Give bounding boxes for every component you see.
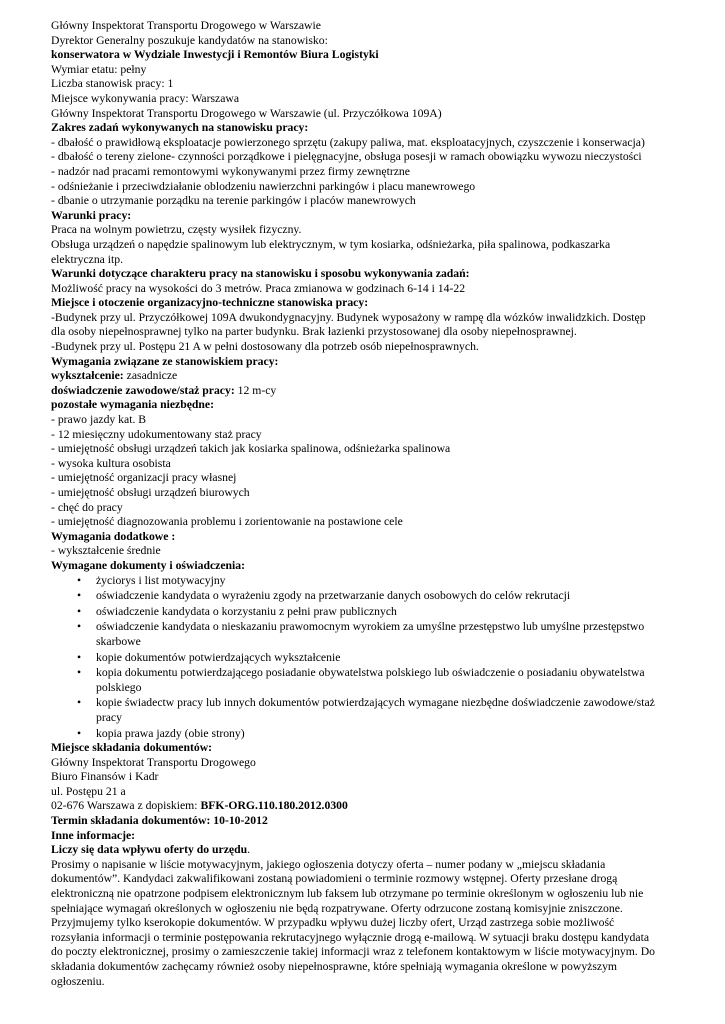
submission-address-line: ul. Postępu 21 a	[51, 784, 126, 798]
documents-list	[51, 574, 691, 742]
duties-list	[51, 136, 691, 209]
job-announcement	[51, 19, 691, 989]
duty-item: - dbałość o prawidłową eksploatacje powierzonego sprzętu (zakupy paliwa, mat. eksploatacyjnych, czyszczenie i konserwacja)	[51, 135, 645, 149]
document-text: skarbowe	[96, 634, 141, 648]
other-info-heading: Inne informacje:	[51, 828, 136, 842]
education-label: wykształcenie:	[51, 369, 124, 383]
intro-text: Dyrektor Generalny poszukuje kandydatów na stanowisko:	[51, 33, 328, 47]
document-text: oświadczenie kandydata o korzystaniu z pełni praw publicznych	[96, 604, 397, 618]
experience-line	[51, 384, 691, 399]
submission-address-line: Główny Inspektorat Transportu Drogowego	[51, 755, 256, 769]
requirements-heading: Wymagania związane ze stanowiskiem pracy:	[51, 354, 279, 368]
education-value: zasadnicze	[123, 369, 178, 383]
experience-label: doświadczenie zawodowe/staż pracy:	[51, 383, 235, 397]
document-text: oświadczenie kandydata o nieskazaniu prawomocnym wyrokiem za umyślne przestępstwo lub umyślne przestępstwo	[96, 620, 645, 634]
bullet-icon: •	[77, 604, 82, 618]
document-text: kopie świadectw pracy lub innych dokumentów potwierdzających wymagane niezbędne doświadczenie zawodowe/staż	[96, 696, 655, 710]
duty-item: - dbanie o utrzymanie porządku na terenie parkingów i placów manewrowych	[51, 194, 416, 208]
paragraph-line: do poczty elektronicznej, prosimy o zamieszczenie takiej informacji wraz z telefonem kontaktowym w liście motywacyjnym. Do	[51, 945, 655, 959]
document-item	[51, 696, 691, 725]
bullet-icon: •	[77, 650, 82, 664]
paragraph-line: składania dokumentów zachęcamy również osoby niepełnosprawne, które spełniają wymagania określone w powyższym	[51, 960, 618, 973]
submission-annotation-line	[51, 799, 691, 814]
document-item	[51, 574, 691, 589]
bullet-icon: •	[77, 620, 82, 634]
bullet-icon: •	[77, 696, 82, 710]
annotation-prefix: 02-676 Warszawa z dopiskiem:	[51, 799, 201, 813]
deadline-line: Termin składania dokumentów: 10-10-2012	[51, 814, 268, 828]
bullet-icon: •	[77, 573, 82, 587]
conditions-text: Praca na wolnym powietrzu, częsty wysiłek fizyczny.	[51, 223, 302, 237]
documents-heading: Wymagane dokumenty i oświadczenia:	[51, 558, 246, 572]
receipt-date-line	[51, 843, 691, 858]
duties-heading: Zakres zadań wykonywanych na stanowisku pracy:	[51, 121, 309, 135]
paragraph-line: Prosimy o napisanie w liście motywacyjnym, jakiego ogłoszenia dotyczy oferta – numer podany w „miejscu składania	[51, 857, 606, 871]
document-text: oświadczenie kandydata o wyrażeniu zgody na przetwarzanie danych osobowych do celów rekrutacji	[96, 589, 571, 603]
conditions-text: Obsługa urządzeń o napędzie spalinowym lub elektrycznym, w tym kosiarka, odśnieżarka, piła spalinowa, podkaszarka	[51, 237, 611, 251]
document-item	[51, 666, 691, 695]
paragraph-line: spełniające wymagań określonych w ogłoszeniu nie będą rozpatrywane. Oferty odrzucone zostaną komisyjnie zniszczone.	[51, 901, 623, 915]
character-text: Możliwość pracy na wysokości do 3 metrów. Praca zmianowa w godzinach 6-14 i 14-22	[51, 281, 466, 295]
environment-text: -Budynek przy ul. Postępu 21 A w pełni dostosowany dla potrzeb osób niepełnosprawnych.	[51, 340, 479, 354]
receipt-date-bold: Liczy się data wpływu oferty do urzędu	[51, 843, 248, 857]
positions-count-line: Liczba stanowisk pracy: 1	[51, 77, 174, 91]
other-info-paragraph	[51, 858, 691, 989]
conditions-text: elektryczna itp.	[51, 252, 124, 266]
requirement-item: - umiejętność obsługi urządzeń takich jak kosiarka spalinowa, odśnieżarka spalinowa	[51, 442, 451, 456]
environment-text: dla osoby niepełnosprawnej tylko na parter budynku. Brak łazienki przystosowanej dla osoby niepełnosprawnej.	[51, 325, 577, 339]
duty-item: - nadzór nad pracami remontowymi wykonywanymi przez firmy zewnętrzne	[51, 164, 410, 178]
document-text: kopia prawa jazdy (obie strony)	[96, 726, 245, 740]
requirement-item: - prawo jazdy kat. B	[51, 413, 147, 427]
paragraph-line: dokumentów”. Kandydaci zakwalifikowani zostaną powiadomieni o terminie rozmowy wstępnej. Oferty przesłane drogą	[51, 872, 618, 886]
bullet-icon: •	[77, 589, 82, 603]
requirement-item: - umiejętność obsługi urządzeń biurowych	[51, 486, 250, 499]
conditions-heading: Warunki pracy:	[51, 208, 132, 222]
paragraph-line: ogłoszeniu.	[51, 974, 105, 988]
document-text: kopie dokumentów potwierdzających wykształcenie	[96, 650, 341, 664]
requirement-item: - chęć do pracy	[51, 500, 123, 514]
character-heading: Warunki dotyczące charakteru pracy na stanowisku i sposobu wykonywania zadań:	[51, 267, 470, 281]
document-item	[51, 605, 691, 620]
experience-value: 12 m-cy	[234, 383, 277, 397]
fte-line: Wymiar etatu: pełny	[51, 62, 147, 76]
requirement-item: - umiejętność organizacji pracy własnej	[51, 471, 237, 485]
other-requirements-list	[51, 413, 691, 530]
paragraph-line: rozsyłania informacji o terminie postępowania rekrutacyjnego wyłącznie drogą e-mailową. W sytuacji braku dostępu kandydata	[51, 930, 650, 944]
requirement-item: - 12 miesięczny udokumentowany staż pracy	[51, 427, 262, 441]
work-place-line: Miejsce wykonywania pracy: Warszawa	[51, 91, 240, 105]
paragraph-line: Przyjmujemy tylko kserokopie dokumentów. W przypadku wpływu dużej liczby ofert, Urząd zastrzega sobie możliwość	[51, 916, 615, 930]
duty-item: - odśnieżanie i przeciwdziałanie oblodzeniu nawierzchni parkingów i placu manewrowego	[51, 179, 476, 193]
duty-item: - dbałość o tereny zielone- czynności porządkowe i pielęgnacyjne, obsługa posesji w ramach obowiązku wywozu nieczystości	[51, 150, 642, 164]
document-item	[51, 651, 691, 666]
bullet-icon: •	[77, 726, 82, 740]
document-item	[51, 589, 691, 604]
document-text: życiorys i list motywacyjny	[96, 573, 226, 587]
bullet-icon: •	[77, 666, 82, 680]
document-item	[51, 727, 691, 742]
submission-address-line: Biuro Finansów i Kadr	[51, 770, 159, 784]
org-name: Główny Inspektorat Transportu Drogowego w Warszawie	[51, 19, 321, 32]
receipt-date-rest: .	[247, 843, 251, 857]
position-title: konserwatora w Wydziale Inwestycji i Remontów Biura Logistyki	[51, 48, 379, 62]
document-text: pracy	[96, 710, 122, 724]
annotation-code: BFK-ORG.110.180.2012.0300	[200, 799, 348, 813]
requirement-item: - umiejętność diagnozowania problemu i zorientowanie na postawione cele	[51, 515, 403, 529]
environment-heading: Miejsce i otoczenie organizacyjno-techniczne stanowiska pracy:	[51, 296, 369, 310]
additional-heading: Wymagania dodatkowe :	[51, 529, 176, 543]
document-item	[51, 620, 691, 649]
submission-heading: Miejsce składania dokumentów:	[51, 741, 213, 755]
education-line	[51, 369, 691, 384]
environment-text: -Budynek przy ul. Przyczółkowej 109A dwukondygnacyjny. Budynek wyposażony w rampę dla wózków inwalidzkich. Dostęp	[51, 310, 646, 324]
work-address-line: Główny Inspektorat Transportu Drogowego w Warszawie (ul. Przyczółkowa 109A)	[51, 106, 442, 120]
document-text: kopia dokumentu potwierdzającego posiadanie obywatelstwa polskiego lub oświadczenie o posiadaniu obywatelstwa	[96, 666, 645, 680]
paragraph-line: elektroniczną nie opatrzone podpisem elektronicznym lub faksem lub otrzymane po terminie określonym w ogłoszeniu lub nie	[51, 887, 644, 901]
document-text: polskiego	[96, 680, 142, 694]
other-requirements-heading: pozostałe wymagania niezbędne:	[51, 398, 214, 412]
additional-item: - wykształcenie średnie	[51, 544, 161, 558]
requirement-item: - wysoka kultura osobista	[51, 456, 171, 470]
